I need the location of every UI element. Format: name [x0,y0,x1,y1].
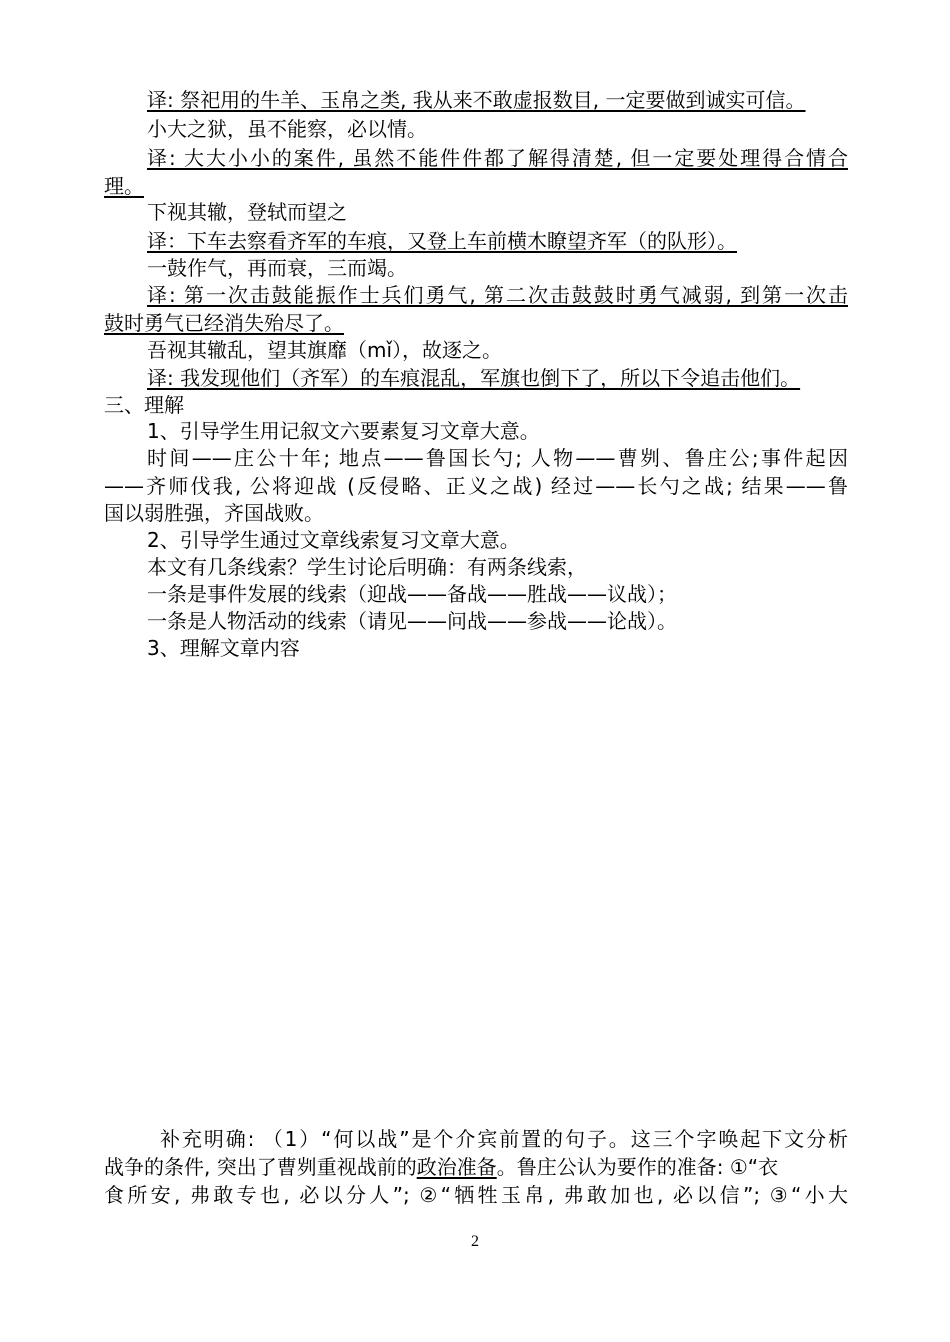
translation-line: 译：下车去察看齐军的车痕，又登上车前横木瞭望齐军（的队形）。 [147,229,737,253]
text-line: 1、引导学生用记叙文六要素复习文章大意。 [147,419,540,443]
translation-line: 译: 第一次击鼓能振作士兵们勇气, 第二次击鼓鼓时勇气减弱, 到第一次击 [147,283,848,307]
text-line: 3、理解文章内容 [147,636,300,660]
text-line: 下视其辙，登轼而望之 [147,200,347,224]
translation-line: 译: 我发现他们（齐军）的车痕混乱，军旗也倒下了，所以下令追击他们。 [147,366,801,390]
text-line: 一条是事件发展的线索（迎战——备战——胜战——议战）； [147,582,677,606]
supplement-text: 。鲁庄公认为要作的准备: ①“衣 [496,1155,779,1179]
translation-line: 鼓时勇气已经消失殆尽了。 [104,311,344,335]
text-line: 一条是人物活动的线索（请见——问战——参战——论战）。 [147,609,677,633]
text-line: 时间——庄公十年; 地点——鲁国长勺; 人物——曹刿、鲁庄公;事件起因 [147,446,848,470]
supplement-line: 食所安, 弗敢专也, 必以分人”; ②“牺牲玉帛, 弗敢加也, 必以信”; ③“小大 [104,1183,848,1207]
text-line: ——齐师伐我, 公将迎战 (反侵略、正义之战) 经过——长勺之战; 结果——鲁 [104,474,848,498]
translation-line: 理。 [104,174,144,198]
text-line: 小大之狱，虽不能察，必以情。 [147,117,427,141]
text-line: 一鼓作气，再而衰，三而竭。 [147,256,407,280]
supplement-line: 补充明确: （1）“何以战”是个介宾前置的句子。这三个字唤起下文分析 [160,1127,848,1151]
page-number: 2 [471,1233,479,1250]
supplement-text: 战争的条件, 突出了曹刿重视战前的 [104,1155,417,1179]
translation-line: 译: 大大小小的案件, 虽然不能件件都了解得清楚, 但一定要处理得合情合 [147,146,848,170]
text-line: 本文有几条线索？学生讨论后明确：有两条线索， [147,555,587,579]
translation-line: 译: 祭祀用的牛羊、玉帛之类, 我从来不敢虚报数目, 一定要做到诚实可信。 [147,88,806,112]
text-line: 2、引导学生通过文章线索复习文章大意。 [147,528,520,552]
section-heading: 三、理解 [104,393,184,417]
text-line: 吾视其辙乱，望其旗靡（mǐ），故逐之。 [147,338,503,362]
supplement-line [104,1155,848,1179]
underlined-phrase: 政治准备 [416,1155,497,1179]
text-line: 国以弱胜强，齐国战败。 [104,501,324,525]
